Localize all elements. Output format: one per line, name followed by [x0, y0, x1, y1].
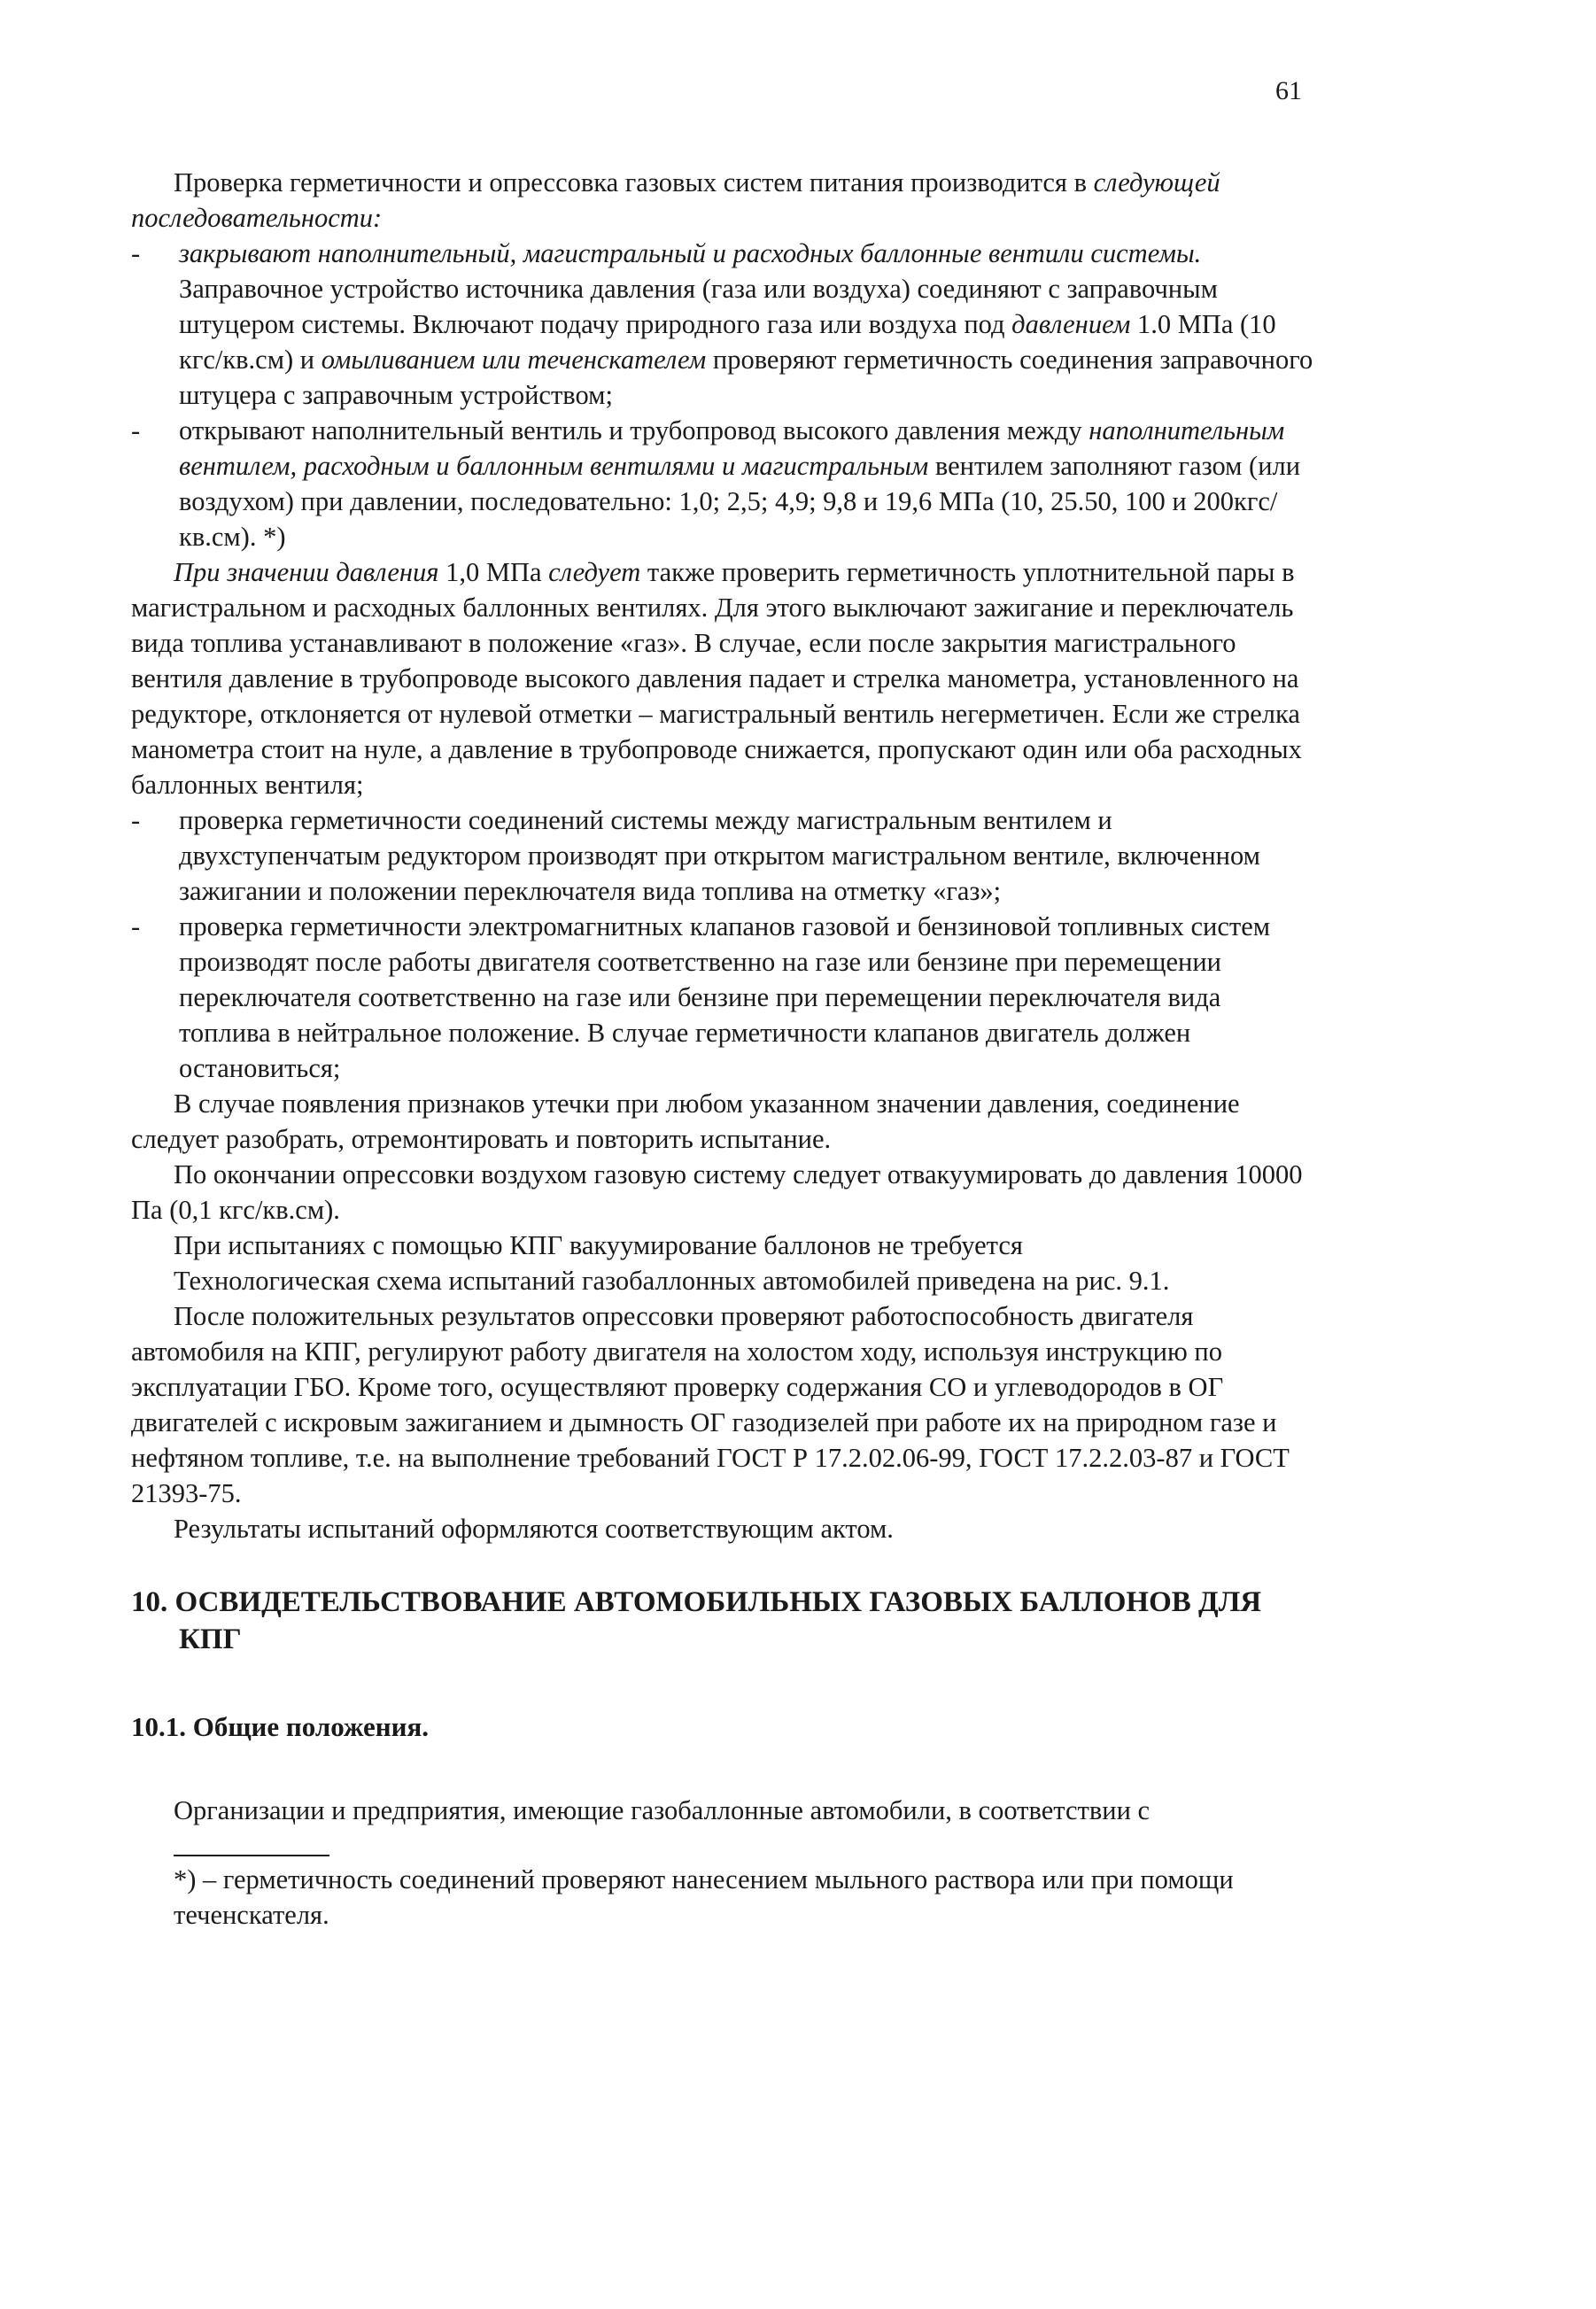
document-body: [131, 165, 1318, 1933]
paragraph-results: После положительных результатов опрессовки проверяют работоспособность двигателя автомобиля на КПГ, регулируют работу двигателя на холостом ходу, используя инструкцию по эксплуатации ГБО. Кроме того, осуществляют проверку содержания СО и углеводородов в ОГ двигателей с искровым зажиганием и дымность ОГ газодизелей при работе их на природном газе и нефтяном топливе, т.е. на выполнение требований ГОСТ Р 17.2.02.06-99, ГОСТ 17.2.2.03-87 и ГОСТ 21393-75.: [131, 1301, 1290, 1508]
list-item: [131, 802, 1318, 909]
pressure-italic-start: При значении давления: [174, 557, 439, 587]
list-item-text: давлением: [1011, 309, 1131, 339]
list-item-text: открывают наполнительный вентиль и трубопровод высокого давления между: [179, 415, 1089, 446]
page-number: 61: [1275, 76, 1302, 105]
list-dash: -: [131, 238, 141, 268]
footnote: *) – герметичность соединений проверяют нанесением мыльного раствора или при помощи теченскателя.: [174, 1864, 1234, 1930]
paragraph-leak: В случае появления признаков утечки при любом указанном значении давления, соединение следует разобрать, отремонтировать и повторить испытание.: [131, 1089, 1240, 1154]
intro-text: Проверка герметичности и опрессовка газовых систем питания производится в: [174, 167, 1094, 198]
list-item-text: омыливанием или теченскателем: [321, 345, 707, 375]
pressure-rest: также проверить герметичность уплотнительной пары в магистральном и расходных баллонных вентилях. Для этого выключают зажигание и переключатель вида топлива устанавливают в положение «газ». В случае, если после закрытия магистрального вентиля давление в трубопроводе высокого давления падает и стрелка манометра, установленного на редукторе, отклоняется от нулевой отметки – магистральный вентиль негерметичен. Если же стрелка манометра стоит на нуле, а давление в трубопроводе снижается, пропускают один или оба расходных баллонных вентиля;: [131, 557, 1302, 800]
intro-paragraph: [131, 165, 1318, 236]
list-item-text: закрывают наполнительный, магистральный и расходных баллонные вентили системы.: [179, 238, 1202, 268]
footnote-divider: [174, 1855, 329, 1856]
list-dash: -: [131, 415, 141, 446]
verification-list: [131, 802, 1318, 1086]
pressure-value: 1,0 МПа: [438, 557, 549, 587]
paragraph-vacuum: По окончании опрессовки воздухом газовую систему следует отвакуумировать до давления 10000 Па (0,1 кгс/кв.см).: [131, 1159, 1303, 1225]
check-steps-list: [131, 236, 1318, 554]
list-item-text: Заправочное устройство источника давления (газа или воздуха) соединяют с заправочным штуцером системы. Включают подачу природного газа или воздуха под: [179, 274, 1218, 339]
subsection-heading: 10.1. Общие положения.: [131, 1711, 430, 1742]
list-dash: -: [131, 911, 141, 941]
list-item-text: проверяют герметичность соединения заправочного штуцера с заправочным устройством;: [179, 345, 1313, 410]
list-item-text: проверка герметичности соединений системы между магистральным вентилем и двухступенчатым редуктором производят при открытом магистральном вентиле, включенном зажигании и положении переключателя вида топлива на отметку «газ»;: [179, 805, 1260, 906]
list-item-text: 1.0 МПа (10 кгс/кв.см) и: [179, 309, 1276, 375]
list-item-text: проверка герметичности электромагнитных клапанов газовой и бензиновой топливных систем производят после работы двигателя соответственно на газе или бензине при перемещении переключателя соответственно на газе или бензине при перемещении переключателя вида топлива в нейтральное положение. В случае герметичности клапанов двигатель должен остановиться;: [179, 911, 1271, 1083]
list-item: [131, 236, 1318, 413]
organizations-paragraph: Организации и предприятия, имеющие газобаллонные автомобили, в соответствии с: [174, 1795, 1151, 1825]
pressure-paragraph: [131, 554, 1318, 802]
list-item: [131, 909, 1318, 1086]
paragraph-scheme: Технологическая схема испытаний газобаллонных автомобилей приведена на рис. 9.1.: [174, 1266, 1170, 1296]
list-item-text: наполнительным вентилем, расходным и баллонным вентилями и магистральным: [179, 415, 1285, 481]
list-item-text: вентилем заполняют газом (или воздухом) при давлении, последовательно: 1,0; 2,5; 4,9; 9,8 и 19,6 МПа (10, 25.50, 100 и 200кгс/кв.см). *): [179, 451, 1301, 552]
paragraph-kpg: При испытаниях с помощью КПГ вакуумирование баллонов не требуется: [174, 1230, 1023, 1260]
list-dash: -: [131, 805, 141, 835]
paragraph-act: Результаты испытаний оформляются соответствующим актом.: [174, 1514, 894, 1544]
section-heading: 10. ОСВИДЕТЕЛЬСТВОВАНИЕ АВТОМОБИЛЬНЫХ ГАЗОВЫХ БАЛЛОНОВ ДЛЯ КПГ: [131, 1586, 1262, 1655]
list-item: [131, 413, 1318, 554]
intro-italic: следующей последовательности:: [131, 167, 1220, 233]
pressure-italic-mid: следует: [548, 557, 641, 587]
